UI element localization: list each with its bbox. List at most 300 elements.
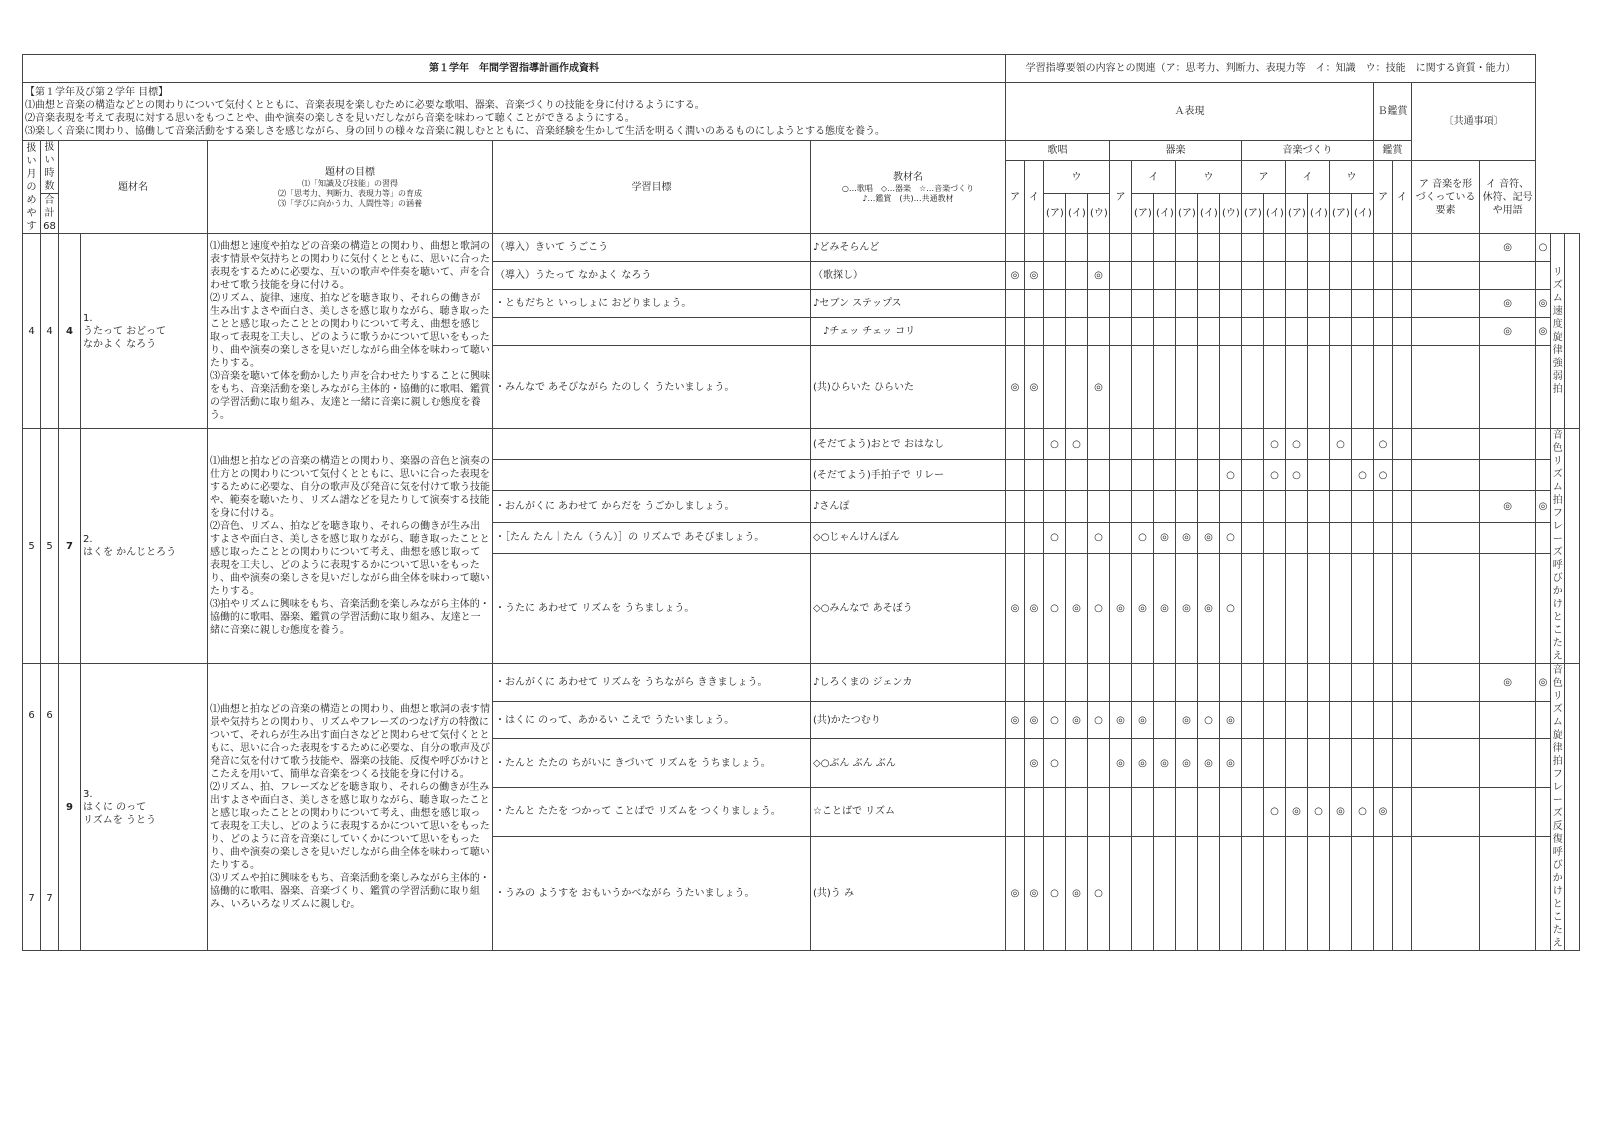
relation-mark (1393, 491, 1412, 522)
paren-a: (ア) (1330, 194, 1352, 234)
relation-mark (1393, 701, 1412, 739)
relation-mark (1110, 664, 1132, 702)
relation-mark (1264, 234, 1286, 262)
relation-mark (1154, 262, 1176, 290)
relation-mark: ○ (1330, 429, 1352, 460)
relation-mark: ○ (1044, 739, 1066, 788)
goal-line: ⑵音楽表現を考えて表現に対する思いをもつことや、曲や演奏の楽しさを見いだしながら音楽を味わって聴くことができるようにする。 (25, 112, 635, 124)
relation-mark: ○ (1220, 522, 1242, 553)
relation-mark (1242, 553, 1264, 663)
relation-mark: ◎ (1536, 664, 1551, 702)
relation-mark: ○ (1132, 522, 1154, 553)
relation-mark (1066, 460, 1088, 491)
relation-mark (1330, 318, 1352, 346)
plan-table (22, 54, 1580, 951)
learning-goal: ・はくに のって、あかるい こえで うたいましょう。 (493, 701, 811, 739)
unit-number: 2. (83, 534, 93, 545)
relation-mark (1308, 346, 1330, 429)
relation-mark (1132, 290, 1154, 318)
relation-mark (1220, 234, 1242, 262)
month-value: 6 (28, 710, 35, 721)
relation-mark (1374, 491, 1393, 522)
page-title: 第１学年 年間学習指導計画作成資料 (23, 55, 1006, 83)
relation-mark (1006, 460, 1025, 491)
common-symbols (1565, 234, 1580, 429)
relation-mark: ◎ (1154, 739, 1176, 788)
unit-name (81, 664, 208, 951)
relation-mark (1412, 318, 1480, 346)
relation-mark (1154, 664, 1176, 702)
relation-mark (1374, 701, 1393, 739)
relation-mark (1393, 262, 1412, 290)
paren-u: (ウ) (1088, 194, 1110, 234)
relation-mark (1154, 234, 1176, 262)
material-name: ♪どみそらんど (811, 234, 1006, 262)
material-legend: ○…歌唱 ◇…器楽 ☆…音楽づくり (841, 183, 975, 193)
relation-mark (1044, 491, 1066, 522)
relation-mark (1308, 553, 1330, 663)
unit-title: はくを かんじとろう (83, 547, 177, 558)
paren-i: (イ) (1264, 194, 1286, 234)
relation-mark (1006, 491, 1025, 522)
relation-mark: ◎ (1374, 788, 1393, 837)
relation-mark (1220, 290, 1242, 318)
relation-mark (1480, 522, 1536, 553)
paren-a: (ア) (1286, 194, 1308, 234)
relation-mark (1393, 346, 1412, 429)
relation-mark (1025, 318, 1044, 346)
material-name: (共)かたつむり (811, 701, 1006, 739)
relation-mark (1242, 262, 1264, 290)
relation-mark (1412, 788, 1480, 837)
relation-mark (1330, 460, 1352, 491)
relation-mark (1286, 290, 1308, 318)
relation-mark (1480, 788, 1536, 837)
relation-mark (1536, 553, 1551, 663)
relation-mark: ◎ (1025, 346, 1044, 429)
material-name: ♪チェッ チェッ コリ (811, 318, 1006, 346)
learning-goal: ・［たん たん｜たん（うん）］の リズムで あそびましょう。 (493, 522, 811, 553)
relation-mark (1198, 460, 1220, 491)
relation-mark (1286, 739, 1308, 788)
relation-mark (1088, 290, 1110, 318)
relation-mark (1176, 664, 1198, 702)
relation-mark (1242, 491, 1264, 522)
relation-mark (1025, 290, 1044, 318)
relation-mark (1330, 701, 1352, 739)
relation-mark (1264, 522, 1286, 553)
learning-goal: ・おんがくに あわせて リズムを うちながら ききましょう。 (493, 664, 811, 702)
relation-mark: ○ (1044, 553, 1066, 663)
relation-mark (1352, 701, 1374, 739)
relation-mark: ○ (1264, 429, 1286, 460)
relation-mark (1330, 553, 1352, 663)
relation-mark (1412, 522, 1480, 553)
relation-mark (1176, 460, 1198, 491)
relation-mark (1393, 788, 1412, 837)
relation-mark (1352, 290, 1374, 318)
learning-goal (493, 429, 811, 460)
relation-mark (1066, 664, 1088, 702)
learning-goal: ・たんと たたを つかって ことばで リズムを つくりましょう。 (493, 788, 811, 837)
relation-mark: ◎ (1480, 234, 1536, 262)
relation-mark (1088, 460, 1110, 491)
sub-a: ア (1110, 161, 1132, 234)
relation-mark (1308, 522, 1330, 553)
relation-mark: ◎ (1176, 553, 1198, 663)
relation-mark: ◎ (1088, 346, 1110, 429)
relation-mark (1110, 788, 1132, 837)
units-body (23, 234, 1580, 951)
relation-mark (1536, 788, 1551, 837)
relation-mark: ○ (1088, 553, 1110, 663)
planning-sheet (22, 54, 1580, 949)
relation-mark: ◎ (1025, 262, 1044, 290)
relation-mark (1132, 262, 1154, 290)
relation-mark: ◎ (1480, 664, 1536, 702)
relation-mark: ○ (1066, 429, 1088, 460)
relation-mark (1132, 836, 1154, 950)
relation-mark (1308, 262, 1330, 290)
relation-mark (1374, 836, 1393, 950)
relation-mark: ◎ (1066, 553, 1088, 663)
relation-mark (1198, 664, 1220, 702)
relation-mark (1066, 788, 1088, 837)
month-value: 6 (46, 710, 53, 721)
relation-mark (1308, 234, 1330, 262)
material-name: ♪しろくまの ジェンカ (811, 664, 1006, 702)
relation-mark (1393, 739, 1412, 788)
relation-mark: ◎ (1286, 788, 1308, 837)
relation-mark: ◎ (1154, 522, 1176, 553)
learning-goal (493, 460, 811, 491)
relation-mark (1006, 522, 1025, 553)
month-cell (41, 429, 59, 664)
relation-mark (1393, 836, 1412, 950)
relation-mark (1330, 234, 1352, 262)
relation-mark (1044, 318, 1066, 346)
paren-i: (イ) (1198, 194, 1220, 234)
sub-u: ウ (1330, 161, 1374, 194)
relation-mark (1132, 664, 1154, 702)
relation-mark (1176, 429, 1198, 460)
relation-mark: ○ (1044, 522, 1066, 553)
relation-mark (1044, 234, 1066, 262)
relation-mark (1352, 739, 1374, 788)
relation-mark (1132, 429, 1154, 460)
relation-mark: ◎ (1480, 290, 1536, 318)
relation-mark: ◎ (1066, 836, 1088, 950)
relation-mark (1536, 429, 1551, 460)
header-learning-goal: 学習目標 (493, 141, 811, 234)
paren-i: (イ) (1352, 194, 1374, 234)
relation-mark (1220, 429, 1242, 460)
relation-mark: ◎ (1536, 318, 1551, 346)
relation-mark: ◎ (1132, 553, 1154, 663)
relation-mark: ○ (1264, 460, 1286, 491)
paren-i: (イ) (1154, 194, 1176, 234)
header-month: 扱い月のめやす (23, 141, 41, 234)
relation-mark (1352, 318, 1374, 346)
relation-mark (1286, 491, 1308, 522)
relation-mark (1393, 318, 1412, 346)
material-name: ♪さんぽ (811, 491, 1006, 522)
unit-hours: 9 (59, 664, 81, 951)
relation-mark: ◎ (1154, 553, 1176, 663)
material-name: ◇○ぶん ぶん ぶん (811, 739, 1006, 788)
month-value: 5 (28, 540, 35, 552)
common-elements: 音色 リズム 拍 フレーズ 呼びかけと こたえ (1550, 429, 1565, 664)
relation-mark (1176, 491, 1198, 522)
relation-mark (1480, 460, 1536, 491)
relation-mark (1308, 290, 1330, 318)
relation-mark (1242, 346, 1264, 429)
relation-mark (1480, 739, 1536, 788)
unit-name (81, 234, 208, 429)
relation-mark (1006, 234, 1025, 262)
relation-mark (1352, 836, 1374, 950)
relation-mark (1088, 739, 1110, 788)
relation-mark (1374, 553, 1393, 663)
month-cell (23, 234, 41, 429)
relation-mark: ◎ (1006, 346, 1025, 429)
relation-mark (1176, 290, 1198, 318)
unit-title: うたって おどって なかよく なろう (83, 325, 166, 350)
relation-mark (1286, 701, 1308, 739)
relation-mark (1242, 460, 1264, 491)
sub-i: イ (1393, 161, 1412, 234)
relation-mark (1242, 664, 1264, 702)
relation-mark (1025, 234, 1044, 262)
learning-goal: （導入）うたって なかよく なろう (493, 262, 811, 290)
relation-mark: ○ (1044, 429, 1066, 460)
relation-mark (1536, 739, 1551, 788)
relation-mark: ○ (1088, 522, 1110, 553)
relation-mark (1330, 836, 1352, 950)
relation-mark (1088, 318, 1110, 346)
relation-mark (1006, 664, 1025, 702)
relation-mark (1088, 491, 1110, 522)
relation-mark: ◎ (1198, 522, 1220, 553)
goal-line: ⑴曲想と音楽の構造などとの関わりについて気付くとともに、音楽表現を楽しむために必要な歌唱、器楽、音楽づくりの技能を身に付けるようにする。 (25, 99, 705, 111)
grade-goals (23, 83, 1006, 141)
relation-mark: ◎ (1220, 701, 1242, 739)
relation-mark (1308, 701, 1330, 739)
learning-goal: ・たんと たたの ちがいに きづいて リズムを うちましょう。 (493, 739, 811, 788)
relation-mark (1088, 429, 1110, 460)
sub-i: イ (1132, 161, 1176, 194)
relation-mark (1536, 522, 1551, 553)
relation-mark (1352, 522, 1374, 553)
relation-mark (1264, 553, 1286, 663)
relation-mark: ◎ (1198, 739, 1220, 788)
relation-mark (1374, 346, 1393, 429)
relation-mark (1110, 262, 1132, 290)
relation-mark (1154, 318, 1176, 346)
topic-goal-item: ⑶「学びに向かう力、人間性等」の涵養 (278, 198, 422, 208)
relation-mark (1412, 234, 1480, 262)
material-name: (そだてよう)手拍子で リレー (811, 460, 1006, 491)
relation-mark (1286, 553, 1308, 663)
relation-mark (1242, 429, 1264, 460)
unit-title: はくに のって リズムを うとう (83, 801, 156, 826)
relation-mark: ◎ (1006, 836, 1025, 950)
header-hours: 扱い時数 (41, 141, 59, 194)
learning-goal: ・うみの ようすを おもいうかべながら うたいましょう。 (493, 836, 811, 950)
paren-a: (ア) (1044, 194, 1066, 234)
relation-mark (1412, 429, 1480, 460)
relation-mark: ○ (1352, 788, 1374, 837)
month-cell (41, 234, 59, 429)
relation-mark (1066, 491, 1088, 522)
relation-mark (1066, 346, 1088, 429)
relation-mark (1198, 429, 1220, 460)
relation-mark (1242, 290, 1264, 318)
relation-mark: ◎ (1220, 739, 1242, 788)
relation-mark (1044, 664, 1066, 702)
relation-mark: ○ (1352, 460, 1374, 491)
relation-mark (1330, 491, 1352, 522)
relation-mark (1286, 318, 1308, 346)
relation-mark (1242, 739, 1264, 788)
relation-mark: ○ (1044, 836, 1066, 950)
relation-mark (1088, 234, 1110, 262)
relation-mark: ◎ (1536, 290, 1551, 318)
relation-mark: ◎ (1110, 701, 1132, 739)
relation-mark (1066, 522, 1088, 553)
learning-goal: ・ともだちと いっしょに おどりましょう。 (493, 290, 811, 318)
relation-mark (1330, 262, 1352, 290)
relation-mark: ○ (1220, 553, 1242, 663)
relation-mark (1176, 788, 1198, 837)
relation-mark (1044, 262, 1066, 290)
relation-mark (1308, 429, 1330, 460)
relation-mark (1352, 491, 1374, 522)
relation-mark (1132, 234, 1154, 262)
relation-mark (1110, 522, 1132, 553)
header-instrumental: 器楽 (1110, 141, 1242, 161)
relation-mark: ◎ (1176, 739, 1198, 788)
relation-mark (1110, 346, 1132, 429)
relation-mark (1536, 836, 1551, 950)
relation-mark (1480, 836, 1536, 950)
header-appreciation: 鑑賞 (1374, 141, 1412, 161)
relation-mark (1286, 234, 1308, 262)
relation-mark (1006, 739, 1025, 788)
relation-mark (1220, 664, 1242, 702)
relation-mark (1066, 262, 1088, 290)
relation-mark (1044, 460, 1066, 491)
relation-mark (1198, 491, 1220, 522)
relation-mark (1393, 234, 1412, 262)
relation-mark (1006, 788, 1025, 837)
unit-objectives: ⑴曲想と拍などの音楽の構造との関わり、楽器の音色と演奏の仕方との関わりについて気付くとともに、思いに合った表現をするために必要な、自分の歌声及び発音に気を付けて歌う技能や、範奏を聴いたり、リズム譜などを見たりして演奏する技能を身に付ける。 ⑵音色、リズム、拍などを聴き取り、それらの働きが生み出すよさや面白さ、美しさを感じ取りながら、聴き取ったことと感じ取ったこととの関わりについて考え、曲想を感じ取って表現を工夫し、どのように表現するかについて思いをもったり、曲や演奏の楽しさを見いだしながら曲全体を味わって聴いたりする。 ⑶拍やリズムに興味をもち、音楽活動を楽しみながら主体的・協働的に歌唱、器楽、鑑賞の学習活動に取り組み、友達と一緒に音楽に親しむ態度を養う。 (208, 429, 493, 664)
relation-mark: ○ (1088, 701, 1110, 739)
unit-number: 1. (83, 312, 93, 324)
month-value: 7 (46, 893, 53, 904)
relation-mark (1412, 346, 1480, 429)
relation-mark (1352, 429, 1374, 460)
relation-mark (1480, 346, 1536, 429)
month-cell (23, 664, 41, 951)
relation-mark (1198, 262, 1220, 290)
paren-i: (イ) (1308, 194, 1330, 234)
relation-mark (1286, 346, 1308, 429)
relation-mark (1412, 836, 1480, 950)
relation-mark (1264, 836, 1286, 950)
relation-mark (1242, 836, 1264, 950)
relation-mark (1308, 491, 1330, 522)
material-legend: ♪…鑑賞 (共)…共通教材 (862, 193, 954, 203)
relation-mark: ◎ (1330, 788, 1352, 837)
month-value: 7 (28, 893, 35, 904)
relation-mark: ◎ (1536, 491, 1551, 522)
paren-u: (ウ) (1220, 194, 1242, 234)
relation-mark (1176, 234, 1198, 262)
relation-mark: ◎ (1176, 522, 1198, 553)
relation-mark (1393, 553, 1412, 663)
relation-mark (1330, 664, 1352, 702)
relation-mark (1264, 491, 1286, 522)
relation-mark (1330, 346, 1352, 429)
common-elements: リズム 速度 旋律 強弱 拍 (1550, 234, 1565, 429)
material-name: ☆ことばで リズム (811, 788, 1006, 837)
relation-mark: ◎ (1025, 701, 1044, 739)
relation-mark: ○ (1374, 460, 1393, 491)
paren-a: (ア) (1176, 194, 1198, 234)
relation-mark (1110, 290, 1132, 318)
relation-mark: ◎ (1088, 262, 1110, 290)
table-row (23, 429, 1580, 460)
common-elements: 音色 リズム 旋律 拍 フレーズ 反復 呼びかけと こたえ (1550, 664, 1565, 951)
header-topic-goal (208, 141, 493, 234)
relation-mark: ◎ (1025, 553, 1044, 663)
relation-mark: ○ (1198, 701, 1220, 739)
relation-mark: ○ (1374, 429, 1393, 460)
relation-mark: ○ (1044, 701, 1066, 739)
sub-i: イ (1286, 161, 1330, 194)
relation-mark (1025, 429, 1044, 460)
sub-i: イ (1025, 161, 1044, 234)
material-name: ◇○じゃんけんぽん (811, 522, 1006, 553)
relation-mark: ◎ (1132, 701, 1154, 739)
relation-mark (1412, 701, 1480, 739)
relation-mark (1066, 318, 1088, 346)
paren-a: (ア) (1242, 194, 1264, 234)
common-b-header: イ 音符、休符、記号や用語 (1480, 161, 1536, 234)
relation-mark: ◎ (1006, 553, 1025, 663)
relation-mark: ◎ (1110, 739, 1132, 788)
relation-mark (1066, 290, 1088, 318)
relation-mark (1374, 318, 1393, 346)
relation-mark (1154, 290, 1176, 318)
relation-mark (1198, 290, 1220, 318)
learning-goal: ・うたに あわせて リズムを うちましょう。 (493, 553, 811, 663)
relation-mark: ○ (1308, 788, 1330, 837)
relation-mark: ◎ (1006, 701, 1025, 739)
relation-mark (1006, 290, 1025, 318)
header-topic: 題材名 (59, 141, 208, 234)
relation-mark (1176, 346, 1198, 429)
relation-mark (1393, 429, 1412, 460)
common-symbols (1565, 664, 1580, 951)
relation-mark (1264, 739, 1286, 788)
relation-mark (1154, 836, 1176, 950)
relation-mark: ○ (1220, 460, 1242, 491)
relation-mark (1198, 836, 1220, 950)
relation-mark: ◎ (1006, 262, 1025, 290)
header-total (41, 194, 59, 234)
